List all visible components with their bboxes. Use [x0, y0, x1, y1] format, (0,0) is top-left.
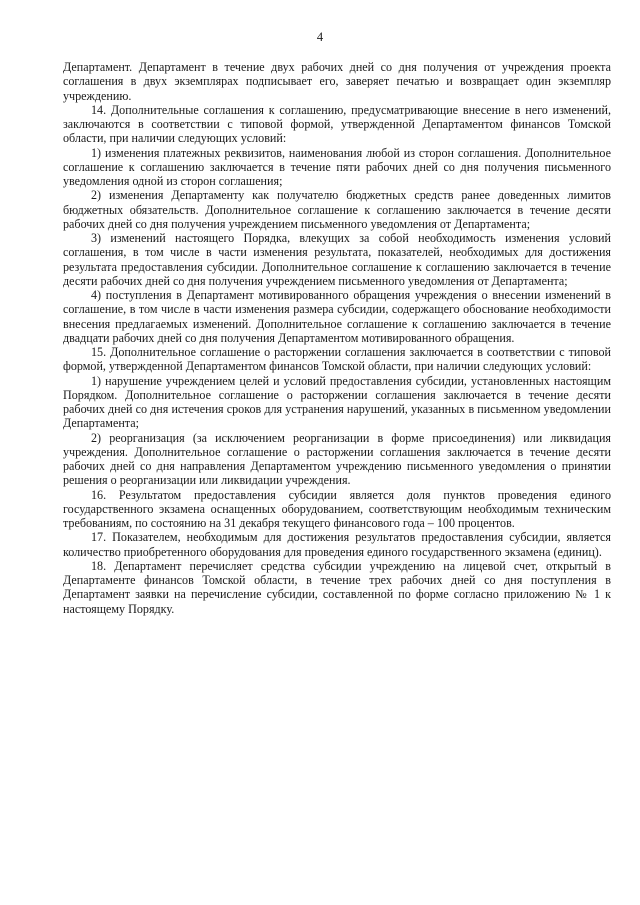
paragraph-clause-14-item-2: 2) изменения Департаменту как получателю бюджетных средств ранее доведенных лимитов бюджетных обязательств. Дополнительное соглашение к соглашению заключается в течение десяти рабочих дней со дня получения учреждением письменного уведомления от Департамента; — [63, 188, 611, 231]
paragraph-clause-15-item-1: 1) нарушение учреждением целей и условий предоставления субсидии, установленных настоящим Порядком. Дополнительное соглашение о расторжении соглашения заключается в течение десяти рабочих дней со дня истечения сроков для устранения нарушений, указанных в письменном уведомлении Департамента; — [63, 373, 611, 431]
document-body — [63, 60, 611, 616]
paragraph-clause-17: 17. Показателем, необходимым для достижения результатов предоставления субсидии, является количество приобретенного оборудования для проведения единого государственного экзамена (единиц). — [63, 530, 611, 559]
paragraph-clause-15-item-2: 2) реорганизация (за исключением реорганизации в форме присоединения) или ликвидация учреждения. Дополнительное соглашение о расторжении соглашения заключается в течение десяти рабочих дней со дня направления Департаментом учреждению письменного уведомления о принятии решения о реорганизации или ликвидации учреждения. — [63, 430, 611, 488]
paragraph-clause-14: 14. Дополнительные соглашения к соглашению, предусматривающие внесение в него изменений, заключаются в соответствии с типовой формой, утвержденной Департаментом финансов Томской области, при наличии следующих условий: — [63, 102, 611, 146]
paragraph-continuation: Департамент. Департамент в течение двух рабочих дней со дня получения от учреждения проекта соглашения в двух экземплярах подписывает его, заверяет печатью и возвращает один экземпляр учреждению. — [63, 60, 611, 103]
paragraph-clause-14-item-1: 1) изменения платежных реквизитов, наименования любой из сторон соглашения. Дополнительное соглашение к соглашению заключается в течение пяти рабочих дней со дня получения письменного уведомления одной из сторон соглашения; — [63, 145, 611, 188]
paragraph-clause-18: 18. Департамент перечисляет средства субсидии учреждению на лицевой счет, открытый в Департаменте финансов Томской области, в течение трех рабочих дней со дня поступления в Департамент заявки на перечисление субсидии, составленной по форме согласно приложению № 1 к настоящему Порядку. — [63, 558, 611, 616]
paragraph-clause-14-item-4: 4) поступления в Департамент мотивированного обращения учреждения о внесении изменений в соглашение, в том числе в части изменения размера субсидии, содержащего обоснование необходимости внесения предлагаемых изменений. Дополнительное соглашение к соглашению заключается в течение двадцати рабочих дней со дня получения Департаментом мотивированного обращения. — [63, 288, 611, 345]
paragraph-clause-16: 16. Результатом предоставления субсидии является доля пунктов проведения единого государственного экзамена оснащенных оборудованием, соответствующим необходимым техническим требованиям, по состоянию на 31 декабря текущего финансового года – 100 процентов. — [63, 487, 611, 530]
paragraph-clause-14-item-3: 3) изменений настоящего Порядка, влекущих за собой необходимость изменения условий соглашения, в том числе в части изменения результата, показателей, необходимых для достижения результата предоставления субсидии. Дополнительное соглашение к соглашению заключается в течение десяти рабочих дней со дня получения учреждением письменного уведомления от Департамента; — [63, 231, 611, 288]
page-number: 4 — [316, 30, 324, 44]
paragraph-clause-15: 15. Дополнительное соглашение о расторжении соглашения заключается в соответствии с типовой формой, утвержденной Департаментом финансов Томской области, при наличии следующих условий: — [63, 345, 611, 374]
